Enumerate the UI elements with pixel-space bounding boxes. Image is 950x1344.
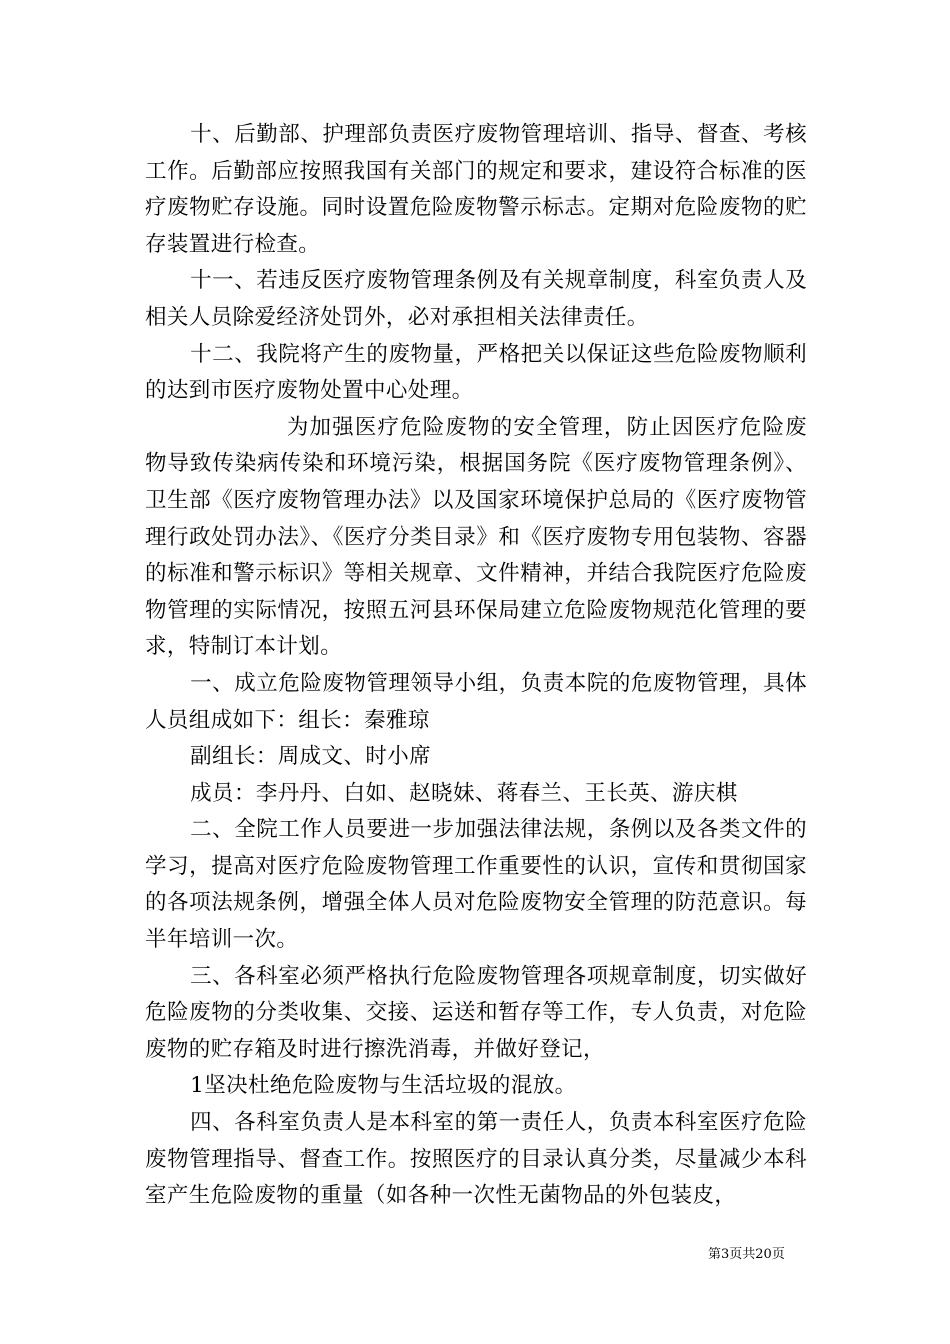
page-number: 第3页共20页 (708, 1247, 785, 1262)
paragraph-section-1: 一、成立危险废物管理领导小组，负责本院的危废物管理，具体人员组成如下：组长：秦雅琼 (145, 670, 807, 733)
paragraph-subitem-1: 1坚决杜绝危险废物与生活垃圾的混放。 (190, 1073, 577, 1099)
paragraph-section-3: 三、各科室必须严格执行危险废物管理各项规章制度，切实做好危险废物的分类收集、交接、运送和暂存等工作，专人负责，对危险废物的贮存箱及时进行擦洗消毒，并做好登记， (145, 963, 807, 1062)
paragraph-item-10: 十、后勤部、护理部负责医疗废物管理培训、指导、督查、考核工作。后勤部应按照我国有关部门的规定和要求，建设符合标准的医疗废物贮存设施。同时设置危险废物警示标志。定期对危险废物的贮存装置进行检查。 (145, 122, 807, 257)
paragraph-plan-intro: 为加强医疗危险废物的安全管理，防止因医疗危险废物导致传染病传染和环境污染，根据国务院《医疗废物管理条例》、卫生部《医疗废物管理办法》以及国家环境保护总局的《医疗废物管理行政处罚办法》、《医疗分类目录》和《医疗废物专用包装物、容器的标准和警示标识》等相关规章、文件精神，并结合我院医疗危险废物管理的实际情况，按照五河县环保局建立危险废物规范化管理的要求，特制订本计划。 (145, 414, 807, 660)
paragraph-item-12: 十二、我院将产生的废物量，严格把关以保证这些危险废物顺利的达到市医疗废物处置中心处理。 (145, 341, 807, 404)
document-body (145, 117, 807, 1215)
paragraph-item-11: 十一、若违反医疗废物管理条例及有关规章制度，科室负责人及相关人员除爱经济处罚外，必对承担相关法律责任。 (145, 268, 807, 330)
paragraph-members: 成员：李丹丹、白如、赵晓妹、蒋春兰、王长英、游庆棋 (190, 780, 738, 806)
paragraph-section-2: 二、全院工作人员要进一步加强法律法规，条例以及各类文件的学习，提高对医疗危险废物管理工作重要性的认识，宣传和贯彻国家的各项法规条例，增强全体人员对危险废物安全管理的防范意识。每半年培训一次。 (145, 817, 807, 953)
paragraph-deputy-leaders: 副组长：周成文、时小席 (190, 744, 432, 770)
paragraph-section-4: 四、各科室负责人是本科室的第一责任人，负责本科室医疗危险废物管理指导、督查工作。按照医疗的目录认真分类，尽量减少本科室产生危险废物的重量（如各种一次性无菌物品的外包装皮， (145, 1110, 807, 1209)
